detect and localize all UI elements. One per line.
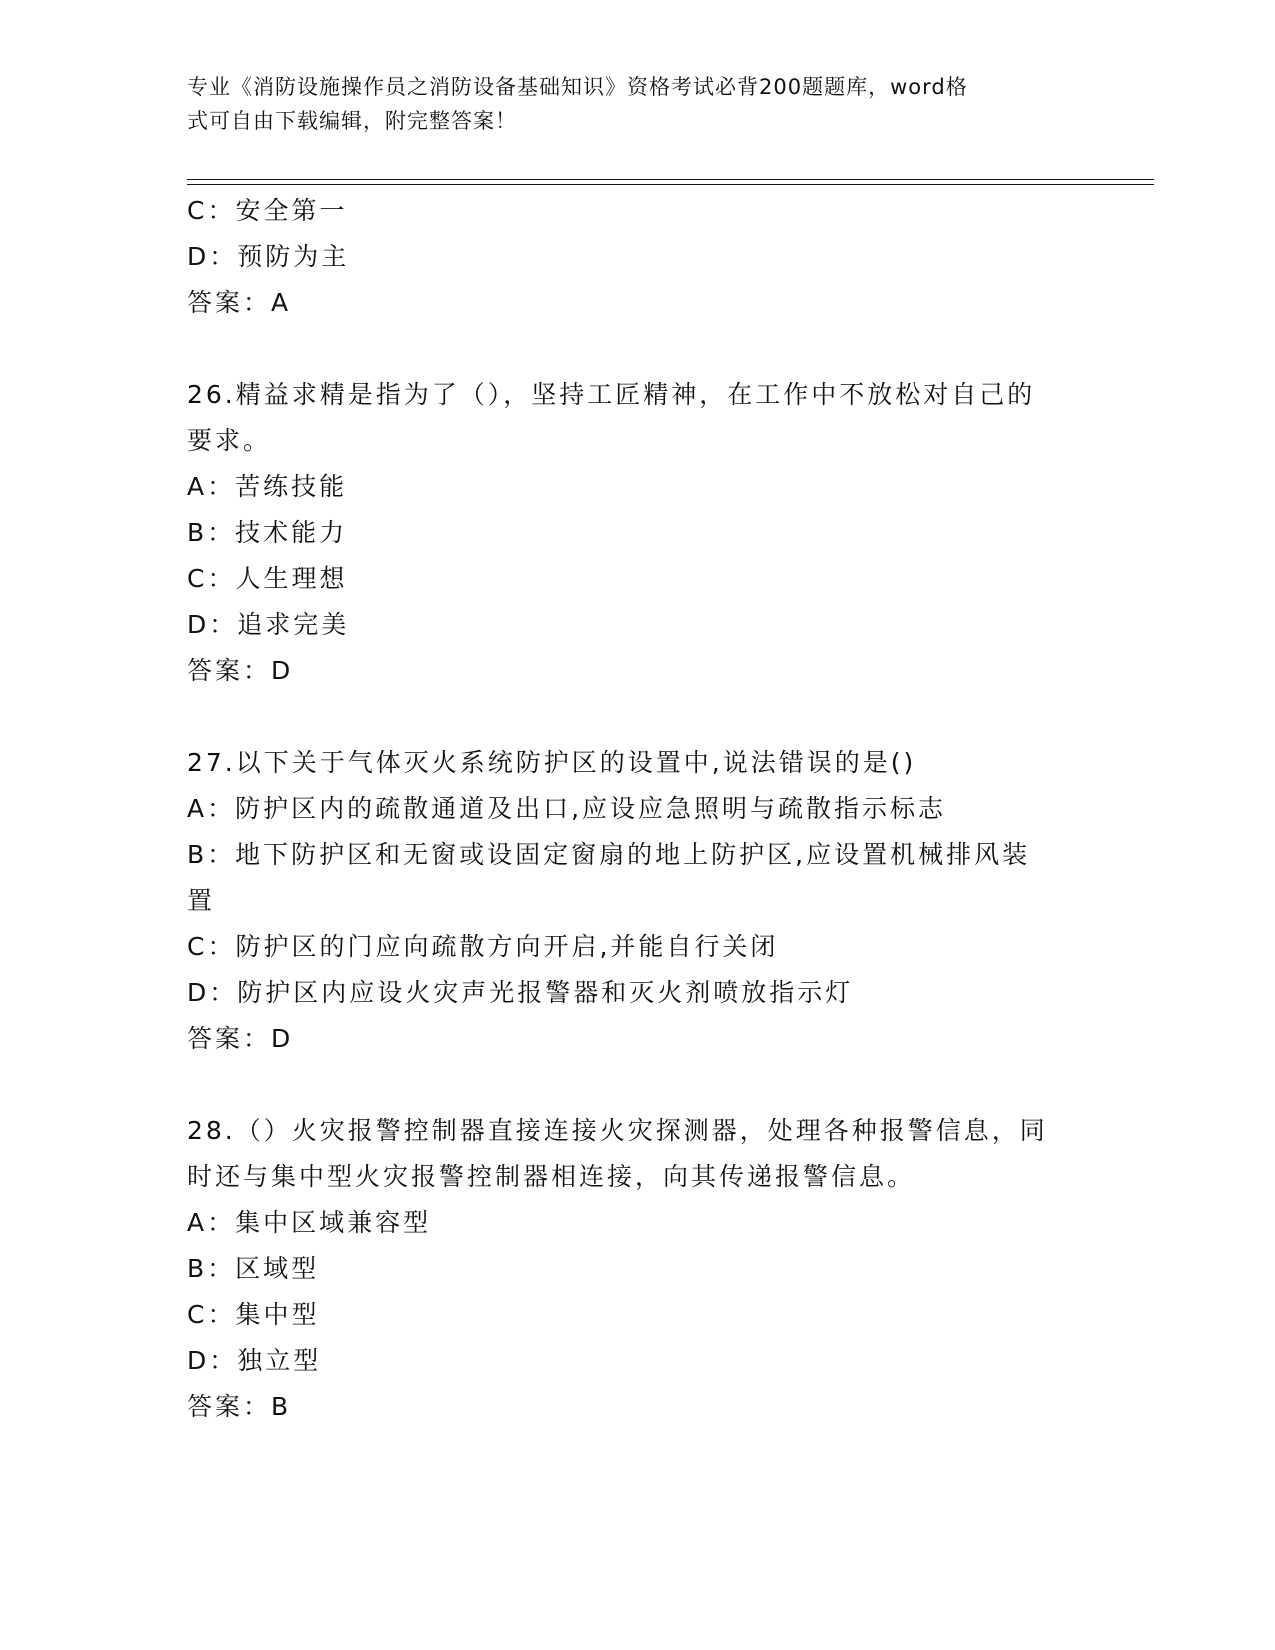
option-a-q26: A：苦练技能 <box>187 472 348 501</box>
option-b-q26: B：技术能力 <box>187 518 348 547</box>
option-c-q27: C：防护区的门应向疏散方向开启,并能自行关闭 <box>187 932 779 961</box>
answer-q25: 答案：A <box>187 288 292 317</box>
question-27-text: 27.以下关于气体灭火系统防护区的设置中,说法错误的是() <box>187 748 917 777</box>
option-d-q27: D：防护区内应设火灾声光报警器和灭火剂喷放指示灯 <box>187 978 854 1007</box>
option-a-q27: A：防护区内的疏散通道及出口,应设应急照明与疏散指示标志 <box>187 794 947 823</box>
question-list <box>187 188 1087 1430</box>
option-b-q27-cont: 置 <box>187 886 216 915</box>
question-28-text: 28.（）火灾报警控制器直接连接火灾探测器，处理各种报警信息，同 <box>187 1116 1048 1145</box>
header-divider-bottom <box>187 184 1154 185</box>
question-26-text: 26.精益求精是指为了（），坚持工匠精神，在工作中不放松对自己的 <box>187 380 1036 409</box>
answer-q28: 答案：B <box>187 1392 292 1421</box>
option-d-q26: D：追求完美 <box>187 610 350 639</box>
spacer <box>187 326 1087 372</box>
document-header <box>187 70 1067 138</box>
option-b-q27: B：地下防护区和无窗或设固定窗扇的地上防护区,应设置机械排风装 <box>187 840 1031 869</box>
option-b-q28: B：区域型 <box>187 1254 320 1283</box>
option-d-q28: D：独立型 <box>187 1346 322 1375</box>
option-c-q26: C：人生理想 <box>187 564 348 593</box>
option-c-q28: C：集中型 <box>187 1300 320 1329</box>
answer-q27: 答案：D <box>187 1024 294 1053</box>
header-line-2: 式可自由下载编辑，附完整答案！ <box>187 109 517 133</box>
spacer <box>187 1062 1087 1108</box>
header-line-1: 专业《消防设施操作员之消防设备基础知识》资格考试必背200题题库，word格 <box>187 75 968 99</box>
option-c-q25: C：安全第一 <box>187 196 348 225</box>
question-28-text-cont: 时还与集中型火灾报警控制器相连接，向其传递报警信息。 <box>187 1162 916 1191</box>
header-divider-top <box>187 179 1154 180</box>
answer-q26: 答案：D <box>187 656 294 685</box>
option-a-q28: A：集中区域兼容型 <box>187 1208 432 1237</box>
question-26-text-cont: 要求。 <box>187 426 272 455</box>
option-d-q25: D：预防为主 <box>187 242 350 271</box>
spacer <box>187 694 1087 740</box>
